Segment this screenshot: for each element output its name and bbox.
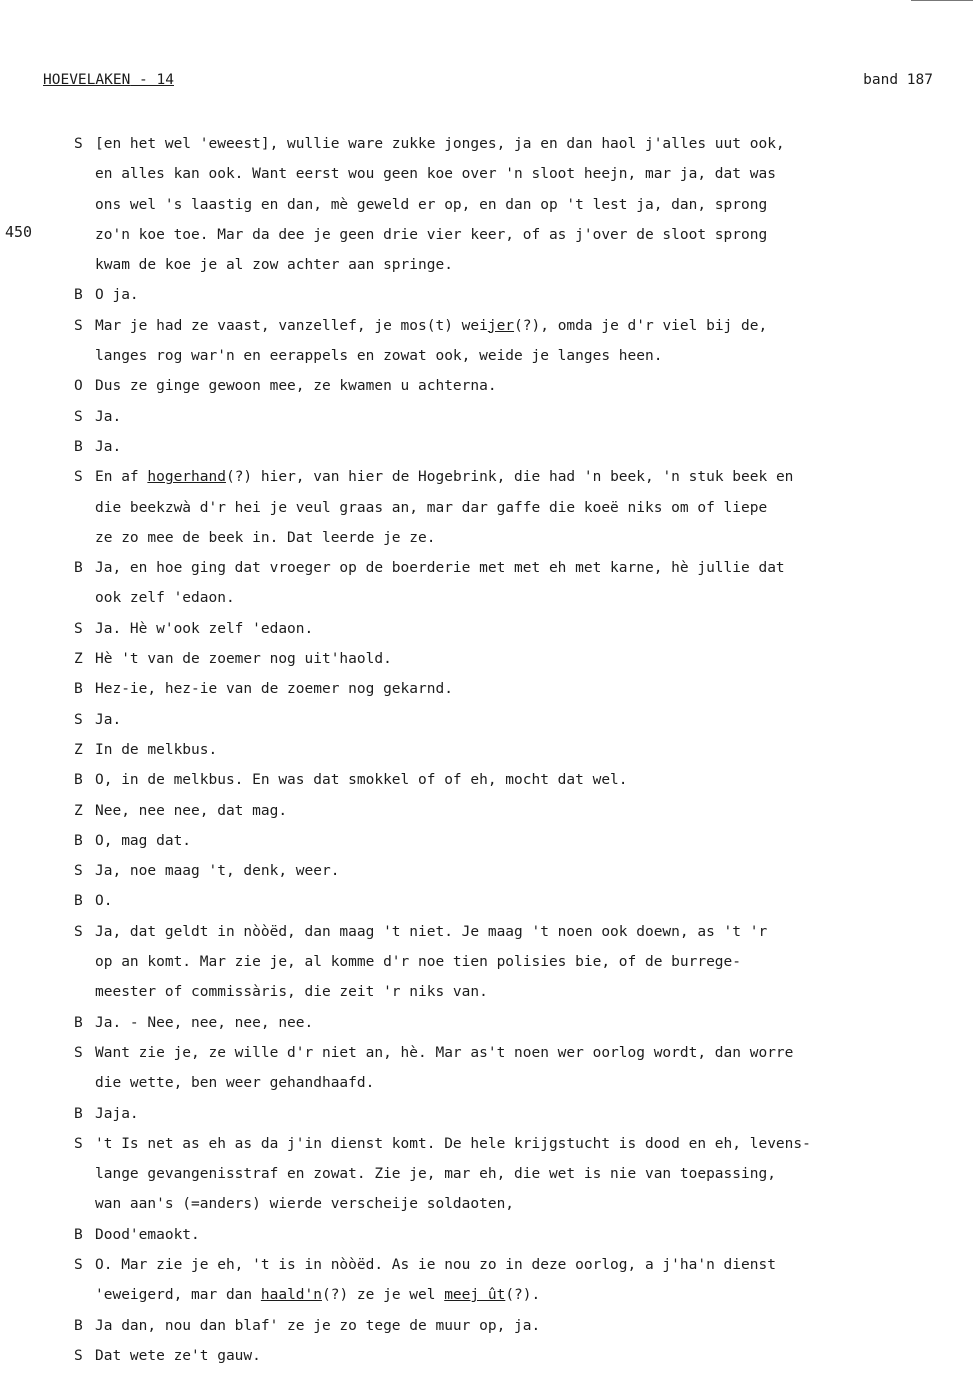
utterance xyxy=(95,462,969,553)
speaker-label: Z xyxy=(74,741,83,758)
transcript-turn xyxy=(74,765,969,795)
utterance xyxy=(95,371,969,401)
utterance-line: Ja dan, nou dan blaf' ze je zo tege de muur op, ja. xyxy=(95,1317,541,1334)
speaker-label: S xyxy=(74,1256,83,1273)
speaker-label: S xyxy=(74,469,83,486)
utterance xyxy=(95,796,969,826)
utterance xyxy=(95,886,969,916)
transcript-turn xyxy=(74,886,969,916)
transcript-turn xyxy=(74,129,969,280)
top-edge-rule xyxy=(911,0,973,1)
speaker-label: S xyxy=(74,711,83,728)
utterance-line: In de melkbus. xyxy=(95,741,218,758)
utterance-line: meester of commissàris, die zeit 'r niks van. xyxy=(95,984,488,1001)
utterance-line: O ja. xyxy=(95,287,139,304)
transcript-turn xyxy=(74,462,969,553)
transcript-turn xyxy=(74,1129,969,1220)
utterance-line: ons wel 's laastig en dan, mè geweld er op, en dan op 't lest ja, dan, sprong xyxy=(95,196,768,213)
utterance-line: O. Mar zie je eh, 't is in nòòëd. As ie nou zo in deze oorlog, a j'ha'n dienst xyxy=(95,1256,776,1273)
utterance-line: op an komt. Mar zie je, al komme d'r noe tien polisies bie, of de burrege- xyxy=(95,954,742,971)
page-number: - 14 xyxy=(130,72,174,88)
speaker-label: B xyxy=(74,1226,83,1243)
speaker-label: S xyxy=(74,863,83,880)
transcript-turn xyxy=(74,644,969,674)
speaker-label: B xyxy=(74,681,83,698)
utterance-line: Ja, en hoe ging dat vroeger op de boerderie met met eh met karne, hè jullie dat xyxy=(95,560,785,577)
transcript-turn xyxy=(74,553,969,614)
utterance-line: O, mag dat. xyxy=(95,832,192,849)
utterance-line: Jaja. xyxy=(95,1105,139,1122)
utterance xyxy=(95,1311,969,1341)
utterance-line: O. xyxy=(95,893,113,910)
transcript-turn xyxy=(74,705,969,735)
transcript-turn xyxy=(74,917,969,1008)
utterance-line: en alles kan ook. Want eerst wou geen koe over 'n sloot heejn, mar ja, dat was xyxy=(95,166,776,183)
utterance xyxy=(95,432,969,462)
transcript-turn xyxy=(74,614,969,644)
utterance xyxy=(95,129,969,280)
speaker-label: Z xyxy=(74,802,83,819)
utterance-line: die beekzwà d'r hei je veul graas an, mar dar gaffe die koeë niks om of liepe xyxy=(95,499,768,516)
utterance xyxy=(95,705,969,735)
utterance-line: Ja. - Nee, nee, nee, nee. xyxy=(95,1014,314,1031)
utterance-line: O, in de melkbus. En was dat smokkel of of eh, mocht dat wel. xyxy=(95,772,628,789)
utterance-line: Hè 't van de zoemer nog uit'haold. xyxy=(95,651,392,668)
utterance-line: 't Is net as eh as da j'in dienst komt. De hele krijgstucht is dood en eh, levens- xyxy=(95,1135,811,1152)
utterance-line: Ja. xyxy=(95,711,122,728)
speaker-label: S xyxy=(74,317,83,334)
utterance-line: die wette, ben weer gehandhaafd. xyxy=(95,1075,375,1092)
transcript-turn xyxy=(74,1008,969,1038)
speaker-label: B xyxy=(74,287,83,304)
transcript-turn xyxy=(74,371,969,401)
speaker-label: B xyxy=(74,1317,83,1334)
utterance xyxy=(95,402,969,432)
utterance-line: Dus ze ginge gewoon mee, ze kwamen u achterna. xyxy=(95,378,497,395)
transcript-turn xyxy=(74,1341,969,1371)
transcript-turn xyxy=(74,1250,969,1311)
speaker-label: S xyxy=(74,1044,83,1061)
utterance xyxy=(95,1038,969,1099)
utterance-line: [en het wel 'eweest], wullie ware zukke jonges, ja en dan haol j'alles uut ook, xyxy=(95,136,785,152)
transcript-turn xyxy=(74,432,969,462)
utterance xyxy=(95,674,969,704)
transcript-turn xyxy=(74,402,969,432)
utterance xyxy=(95,280,969,310)
utterance xyxy=(95,826,969,856)
utterance xyxy=(95,765,969,795)
utterance xyxy=(95,1008,969,1038)
speaker-label: B xyxy=(74,893,83,910)
speaker-label: S xyxy=(74,1347,83,1364)
speaker-label: B xyxy=(74,438,83,455)
transcript-turn xyxy=(74,1099,969,1129)
speaker-label: S xyxy=(74,620,83,637)
utterance xyxy=(95,735,969,765)
band-number: band 187 xyxy=(863,72,933,88)
transcript-turn xyxy=(74,280,969,310)
transcript-turn xyxy=(74,1311,969,1341)
utterance-line: wan aan's (=anders) wierde verscheije soldaoten, xyxy=(95,1196,515,1213)
utterance xyxy=(95,1250,969,1311)
utterance xyxy=(95,644,969,674)
utterance-line: 'eweigerd, mar dan haald'n(?) ze je wel meej ût(?). xyxy=(95,1287,541,1304)
utterance-line: Want zie je, ze wille d'r niet an, hè. Mar as't noen wer oorlog wordt, dan worre xyxy=(95,1044,794,1061)
utterance-line: zo'n koe toe. Mar da dee je geen drie vier keer, of as j'over de sloot sprong xyxy=(95,226,768,243)
page-header-title xyxy=(43,72,174,88)
utterance-line: Dat wete ze't gauw. xyxy=(95,1347,261,1364)
transcript-turn xyxy=(74,674,969,704)
speaker-label: B xyxy=(74,1105,83,1122)
transcript-turn xyxy=(74,311,969,372)
speaker-label: S xyxy=(74,408,83,425)
utterance-line: Ja. xyxy=(95,408,122,425)
speaker-label: B xyxy=(74,832,83,849)
speaker-label: S xyxy=(74,136,83,152)
utterance xyxy=(95,1129,969,1220)
utterance-line: Dood'emaokt. xyxy=(95,1226,200,1243)
transcript xyxy=(74,129,969,1371)
utterance-line: Ja. Hè w'ook zelf 'edaon. xyxy=(95,620,314,637)
utterance xyxy=(95,311,969,372)
transcript-turn xyxy=(74,1220,969,1250)
speaker-label: B xyxy=(74,560,83,577)
utterance-line: Nee, nee nee, dat mag. xyxy=(95,802,288,819)
speaker-label: Z xyxy=(74,651,83,668)
utterance xyxy=(95,553,969,614)
margin-line-number: 450 xyxy=(5,223,33,241)
utterance-line: ze zo mee de beek in. Dat leerde je ze. xyxy=(95,529,436,546)
utterance xyxy=(95,1099,969,1129)
speaker-label: S xyxy=(74,923,83,940)
transcript-turn xyxy=(74,826,969,856)
utterance-line: Hez-ie, hez-ie van de zoemer nog gekarnd. xyxy=(95,681,453,698)
utterance xyxy=(95,1220,969,1250)
speaker-label: O xyxy=(74,378,83,395)
speaker-label: B xyxy=(74,1014,83,1031)
speaker-label: S xyxy=(74,1135,83,1152)
transcript-turn xyxy=(74,735,969,765)
utterance xyxy=(95,1341,969,1371)
utterance-line: ook zelf 'edaon. xyxy=(95,590,235,607)
utterance xyxy=(95,856,969,886)
transcript-turn xyxy=(74,856,969,886)
utterance xyxy=(95,614,969,644)
location-name: HOEVELAKEN xyxy=(43,72,131,88)
speaker-label: B xyxy=(74,772,83,789)
utterance-line: Mar je had ze vaast, vanzellef, je mos(t) weijer(?), omda je d'r viel bij de, xyxy=(95,317,768,334)
utterance-line: lange gevangenisstraf en zowat. Zie je, mar eh, die wet is nie van toepassing, xyxy=(95,1166,776,1183)
utterance-line: En af hogerhand(?) hier, van hier de Hogebrink, die had 'n beek, 'n stuk beek en xyxy=(95,469,794,486)
utterance xyxy=(95,917,969,1008)
utterance-line: Ja. xyxy=(95,438,122,455)
utterance-line: Ja, dat geldt in nòòëd, dan maag 't niet. Je maag 't noen ook doewn, as 't 'r xyxy=(95,923,768,940)
transcript-turn xyxy=(74,1038,969,1099)
utterance-line: kwam de koe je al zow achter aan springe. xyxy=(95,257,453,274)
transcript-turn xyxy=(74,796,969,826)
utterance-line: Ja, noe maag 't, denk, weer. xyxy=(95,863,340,880)
utterance-line: langes rog war'n en eerappels en zowat ook, weide je langes heen. xyxy=(95,348,663,365)
